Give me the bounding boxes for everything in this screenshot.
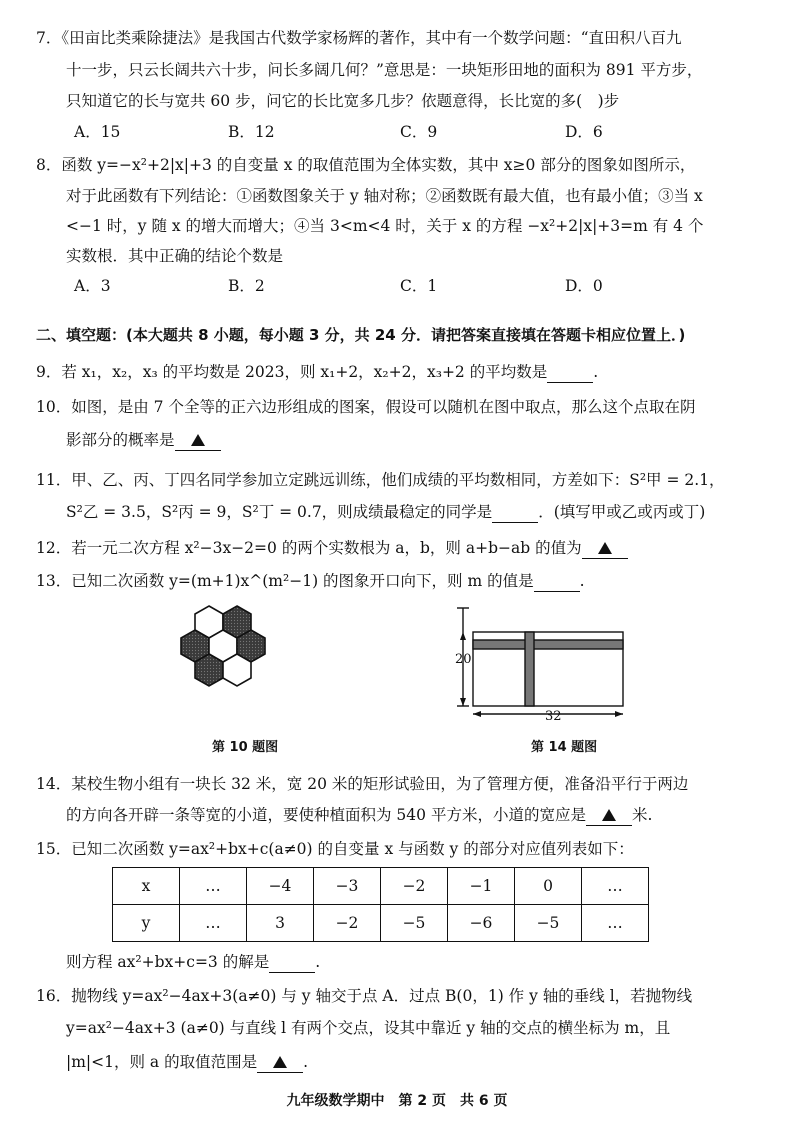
q9-answer-blank[interactable] xyxy=(547,362,593,383)
table-cell: −2 xyxy=(381,868,448,905)
section-header: 二、填空题：(本大题共 8 小题，每小题 3 分，共 24 分．请把答案直接填在答题卡相应位置上．) xyxy=(36,326,686,344)
triangle-icon xyxy=(273,1056,287,1068)
q9 xyxy=(36,362,598,383)
q14-line2 xyxy=(66,805,652,826)
q10-line2 xyxy=(66,430,221,451)
q7-line3: 只知道它的长与宽共 60 步，问它的长比宽多几步？依题意得，长比宽的多( )步 xyxy=(66,92,620,110)
q8-option-b: B．2 xyxy=(228,277,265,295)
q15-line1: 15．已知二次函数 y=ax²+bx+c(a≠0) 的自变量 x 与函数 y 的部分对应值列表如下： xyxy=(36,840,634,858)
q15-end: . xyxy=(315,953,321,971)
q14-line2-end: 米. xyxy=(631,806,653,824)
q13-end: . xyxy=(579,572,585,590)
q15-answer-blank[interactable] xyxy=(269,952,315,973)
q13-answer-blank[interactable] xyxy=(534,571,580,592)
fig14-rectangle-figure xyxy=(455,604,635,722)
q10-answer-blank[interactable] xyxy=(175,430,221,451)
horizontal-path xyxy=(473,640,623,649)
q12-answer-blank[interactable] xyxy=(582,538,628,559)
q15-line2 xyxy=(66,952,320,973)
q12 xyxy=(36,538,628,559)
fig14-width-label: 32 xyxy=(545,709,562,724)
q9-text: 9．若 x₁，x₂，x₃ 的平均数是 2023，则 x₁+2，x₂+2，x₃+2 的平均数是 xyxy=(36,363,548,381)
table-cell: −5 xyxy=(515,905,582,942)
q16-line3 xyxy=(66,1052,308,1073)
table-cell: x xyxy=(113,868,180,905)
vertical-path xyxy=(525,632,534,706)
table-cell: … xyxy=(180,868,247,905)
table-cell: … xyxy=(582,868,649,905)
q13 xyxy=(36,571,585,592)
q10-line1: 10．如图，是由 7 个全等的正六边形组成的图案，假设可以随机在图中取点，那么这个点取在阴 xyxy=(36,398,696,416)
fig14-height-label: 20 xyxy=(455,652,472,667)
table-cell: −2 xyxy=(314,905,381,942)
triangle-icon xyxy=(191,434,205,446)
table-cell: −3 xyxy=(314,868,381,905)
q10-line2-text: 影部分的概率是 xyxy=(66,431,175,449)
q8-option-a: A．3 xyxy=(74,277,111,295)
q7-line1: 7．《田亩比类乘除捷法》是我国古代数学家杨辉的著作，其中有一个数学问题：“直田积八百九 xyxy=(36,29,682,47)
q9-end: . xyxy=(593,363,599,381)
q8-line1: 8．函数 y=−x²+2|x|+3 的自变量 x 的取值范围为全体实数，其中 x≥0 部分的图象如图所示， xyxy=(36,156,696,174)
q7-option-b: B．12 xyxy=(228,123,275,141)
q14-line2-text: 的方向各开辟一条等宽的小道，要使种植面积为 540 平方米，小道的宽应是 xyxy=(66,806,586,824)
q16-end: . xyxy=(303,1053,309,1071)
q8-line2: 对于此函数有下列结论：①函数图象关于 y 轴对称；②函数既有最大值，也有最小值；③当 x xyxy=(66,187,703,205)
table-cell: y xyxy=(113,905,180,942)
q8-line3: <−1 时，y 随 x 的增大而增大；④当 3<m<4 时，关于 x 的方程 −x²+2|x|+3=m 有 4 个 xyxy=(66,217,704,235)
q11-line2 xyxy=(66,502,705,523)
fig10-hexagon-figure xyxy=(170,604,294,724)
table-cell: −5 xyxy=(381,905,448,942)
table-cell: −6 xyxy=(448,905,515,942)
fig10-caption: 第 10 题图 xyxy=(212,740,279,755)
q11-line1: 11．甲、乙、丙、丁四名同学参加立定跳远训练，他们成绩的平均数相同，方差如下：S²甲 = 2.1， xyxy=(36,471,725,489)
q8-line4: 实数根．其中正确的结论个数是 xyxy=(66,247,284,265)
q11-line2-end: ．(填写甲或乙或丙或丁) xyxy=(538,503,706,521)
q16-line3-text: |m|<1，则 a 的取值范围是 xyxy=(66,1053,258,1071)
q16-answer-blank[interactable] xyxy=(257,1052,303,1073)
q15-line2-text: 则方程 ax²+bx+c=3 的解是 xyxy=(66,953,270,971)
q12-text: 12．若一元二次方程 x²−3x−2=0 的两个实数根为 a，b，则 a+b−ab 的值为 xyxy=(36,539,582,557)
table-cell: −1 xyxy=(448,868,515,905)
page-footer: 九年级数学期中 第 2 页 共 6 页 xyxy=(286,1093,508,1109)
table-cell: … xyxy=(180,905,247,942)
triangle-icon xyxy=(602,809,616,821)
table-cell: … xyxy=(582,905,649,942)
q7-option-a: A．15 xyxy=(74,123,121,141)
triangle-icon xyxy=(598,542,612,554)
q8-option-d: D．0 xyxy=(565,277,603,295)
table-row xyxy=(113,905,649,942)
q13-text: 13．已知二次函数 y=(m+1)x^(m²−1) 的图象开口向下，则 m 的值是 xyxy=(36,572,534,590)
fig14-caption: 第 14 题图 xyxy=(531,740,598,755)
table-cell: 0 xyxy=(515,868,582,905)
q8-option-c: C．1 xyxy=(400,277,438,295)
q16-line2: y=ax²−4ax+3 (a≠0) 与直线 l 有两个交点，设其中靠近 y 轴的交点的横坐标为 m，且 xyxy=(66,1019,671,1037)
q14-line1: 14．某校生物小组有一块长 32 米，宽 20 米的矩形试验田，为了管理方便，准备沿平行于两边 xyxy=(36,775,689,793)
q7-option-c: C．9 xyxy=(400,123,438,141)
q15-value-table xyxy=(112,867,649,942)
q7-line2: 十一步，只云长阔共六十步，问长多阔几何？”意思是：一块矩形田地的面积为 891 平方步， xyxy=(66,61,703,79)
table-row xyxy=(113,868,649,905)
q11-line2-text: S²乙 = 3.5，S²丙 = 9，S²丁 = 0.7，则成绩最稳定的同学是 xyxy=(66,503,493,521)
q7-option-d: D．6 xyxy=(565,123,603,141)
q14-answer-blank[interactable] xyxy=(586,805,632,826)
hexagon-bottom-right xyxy=(223,654,251,686)
q16-line1: 16．抛物线 y=ax²−4ax+3(a≠0) 与 y 轴交于点 A．过点 B(0，1) 作 y 轴的垂线 l，若抛物线 xyxy=(36,987,693,1005)
table-cell: 3 xyxy=(247,905,314,942)
table-cell: −4 xyxy=(247,868,314,905)
q11-answer-blank[interactable] xyxy=(492,502,538,523)
hexagon-bottom-left xyxy=(195,654,223,686)
